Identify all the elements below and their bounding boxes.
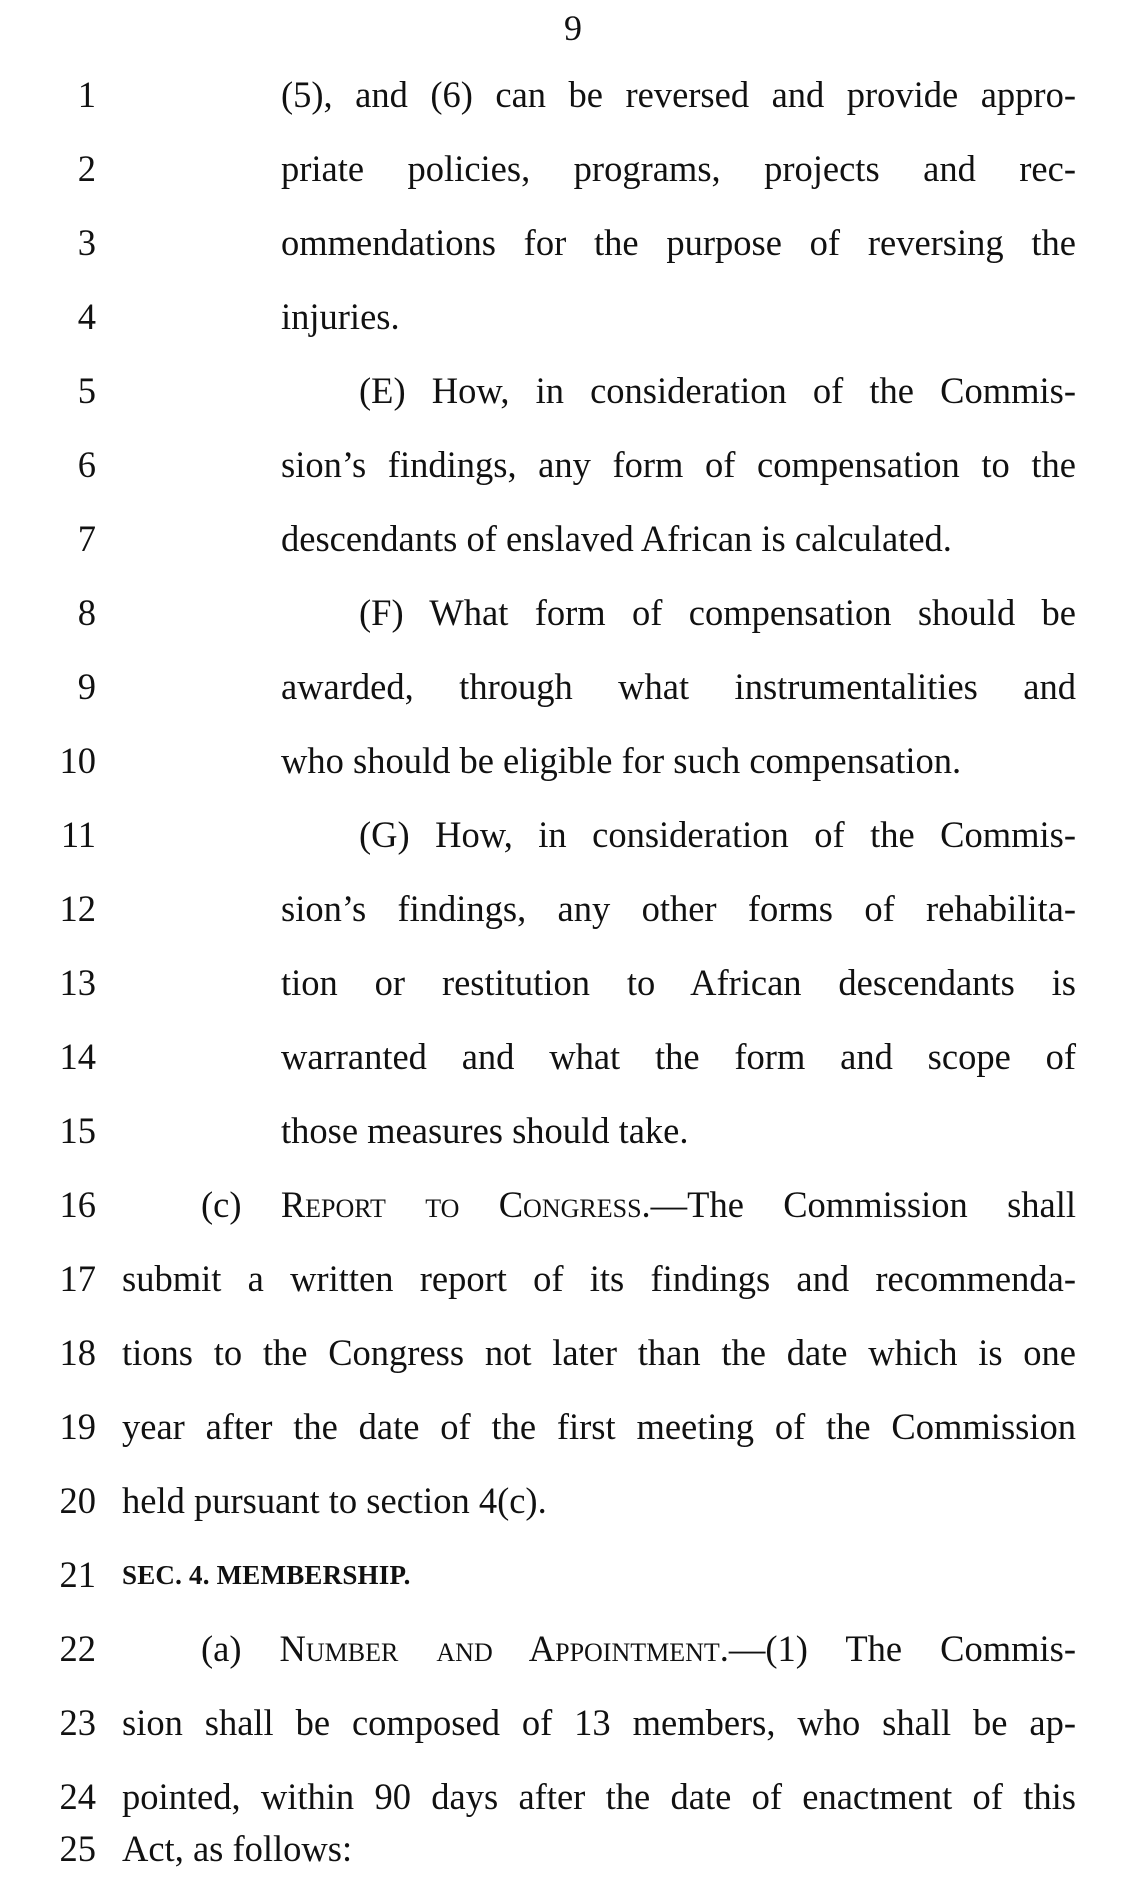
line-number: 2 [77, 148, 96, 189]
line-text: tions to the Congress not later than the date which is one [122, 1332, 1076, 1373]
line-number: 9 [77, 666, 96, 707]
section-heading: SEC. 4. MEMBERSHIP. [122, 1560, 411, 1590]
line-text: warranted and what the form and scope of [281, 1036, 1076, 1077]
document-line [0, 798, 1146, 872]
line-text: injuries. [281, 296, 400, 337]
line-text: tion or restitution to African descendants is [281, 962, 1076, 1003]
line-text: submit a written report of its findings and recommenda- [122, 1258, 1076, 1299]
document-line [0, 1686, 1146, 1760]
document-line [0, 280, 1146, 354]
line-text: priate policies, programs, projects and rec- [281, 148, 1076, 189]
subsection-text: —The Commission shall [650, 1184, 1077, 1225]
document-line [0, 1316, 1146, 1390]
line-text: descendants of enslaved African is calculated. [281, 518, 952, 559]
document-line [0, 1812, 1146, 1886]
line-text: Act, as follows: [122, 1828, 353, 1869]
line-number: 25 [59, 1828, 96, 1869]
line-text: sion’s findings, any form of compensation to the [281, 444, 1076, 485]
document-line [0, 1020, 1146, 1094]
line-number: 15 [59, 1110, 96, 1151]
line-number: 5 [77, 370, 96, 411]
line-number: 11 [60, 814, 96, 855]
line-number: 16 [59, 1184, 96, 1225]
line-text: (G) How, in consideration of the Commis- [359, 814, 1076, 855]
line-text: awarded, through what instrumentalities and [281, 666, 1076, 707]
line-text: ommendations for the purpose of reversing the [281, 222, 1076, 263]
line-text: sion’s findings, any other forms of rehabilita- [281, 888, 1076, 929]
line-number: 19 [59, 1406, 96, 1447]
line-number: 8 [77, 592, 96, 633]
document-line [0, 1538, 1146, 1612]
line-text: year after the date of the first meeting of the Commission [122, 1406, 1076, 1447]
document-line [0, 1242, 1146, 1316]
line-number: 1 [77, 74, 96, 115]
document-line [0, 1612, 1146, 1686]
document-line [0, 502, 1146, 576]
line-number: 7 [77, 518, 96, 559]
subsection-text: —(1) The Commis- [728, 1628, 1076, 1669]
document-line [0, 428, 1146, 502]
line-number: 10 [59, 740, 96, 781]
line-number: 13 [59, 962, 96, 1003]
line-number: 3 [77, 222, 96, 263]
line-text: who should be eligible for such compensation. [281, 740, 962, 781]
document-line [0, 132, 1146, 206]
line-text: sion shall be composed of 13 members, who shall be ap- [122, 1702, 1076, 1743]
line-number: 18 [59, 1332, 96, 1373]
line-number: 20 [59, 1480, 96, 1521]
subsection-label: (c) [201, 1184, 281, 1225]
line-text: pointed, within 90 days after the date of enactment of this [122, 1776, 1076, 1817]
subsection-heading: Report to Congress. [280, 1184, 651, 1225]
document-line [0, 872, 1146, 946]
line-text [201, 1168, 1076, 1242]
line-text: (5), and (6) can be reversed and provide appro- [281, 74, 1076, 115]
line-number: 21 [59, 1554, 96, 1595]
document-line [0, 650, 1146, 724]
line-number: 12 [59, 888, 96, 929]
line-text: those measures should take. [281, 1110, 689, 1151]
document-line [0, 1168, 1146, 1242]
document-line [0, 576, 1146, 650]
document-line [0, 1390, 1146, 1464]
subsection-label: (a) [201, 1628, 280, 1669]
document-line [0, 206, 1146, 280]
document-line [0, 724, 1146, 798]
document-line [0, 946, 1146, 1020]
document-line [0, 58, 1146, 132]
document-line [0, 354, 1146, 428]
line-text [201, 1612, 1076, 1686]
line-text: (E) How, in consideration of the Commis- [359, 370, 1076, 411]
line-text: (F) What form of compensation should be [359, 592, 1076, 633]
page-number: 9 [564, 8, 582, 48]
document-line [0, 1094, 1146, 1168]
line-number: 6 [77, 444, 96, 485]
line-number: 17 [59, 1258, 96, 1299]
document-line [0, 1464, 1146, 1538]
line-number: 4 [77, 296, 96, 337]
line-number: 22 [59, 1628, 96, 1669]
line-number: 24 [59, 1776, 96, 1817]
line-number: 23 [59, 1702, 96, 1743]
subsection-heading: Number and Appointment. [279, 1628, 729, 1669]
line-text: held pursuant to section 4(c). [122, 1480, 547, 1521]
line-number: 14 [59, 1036, 96, 1077]
